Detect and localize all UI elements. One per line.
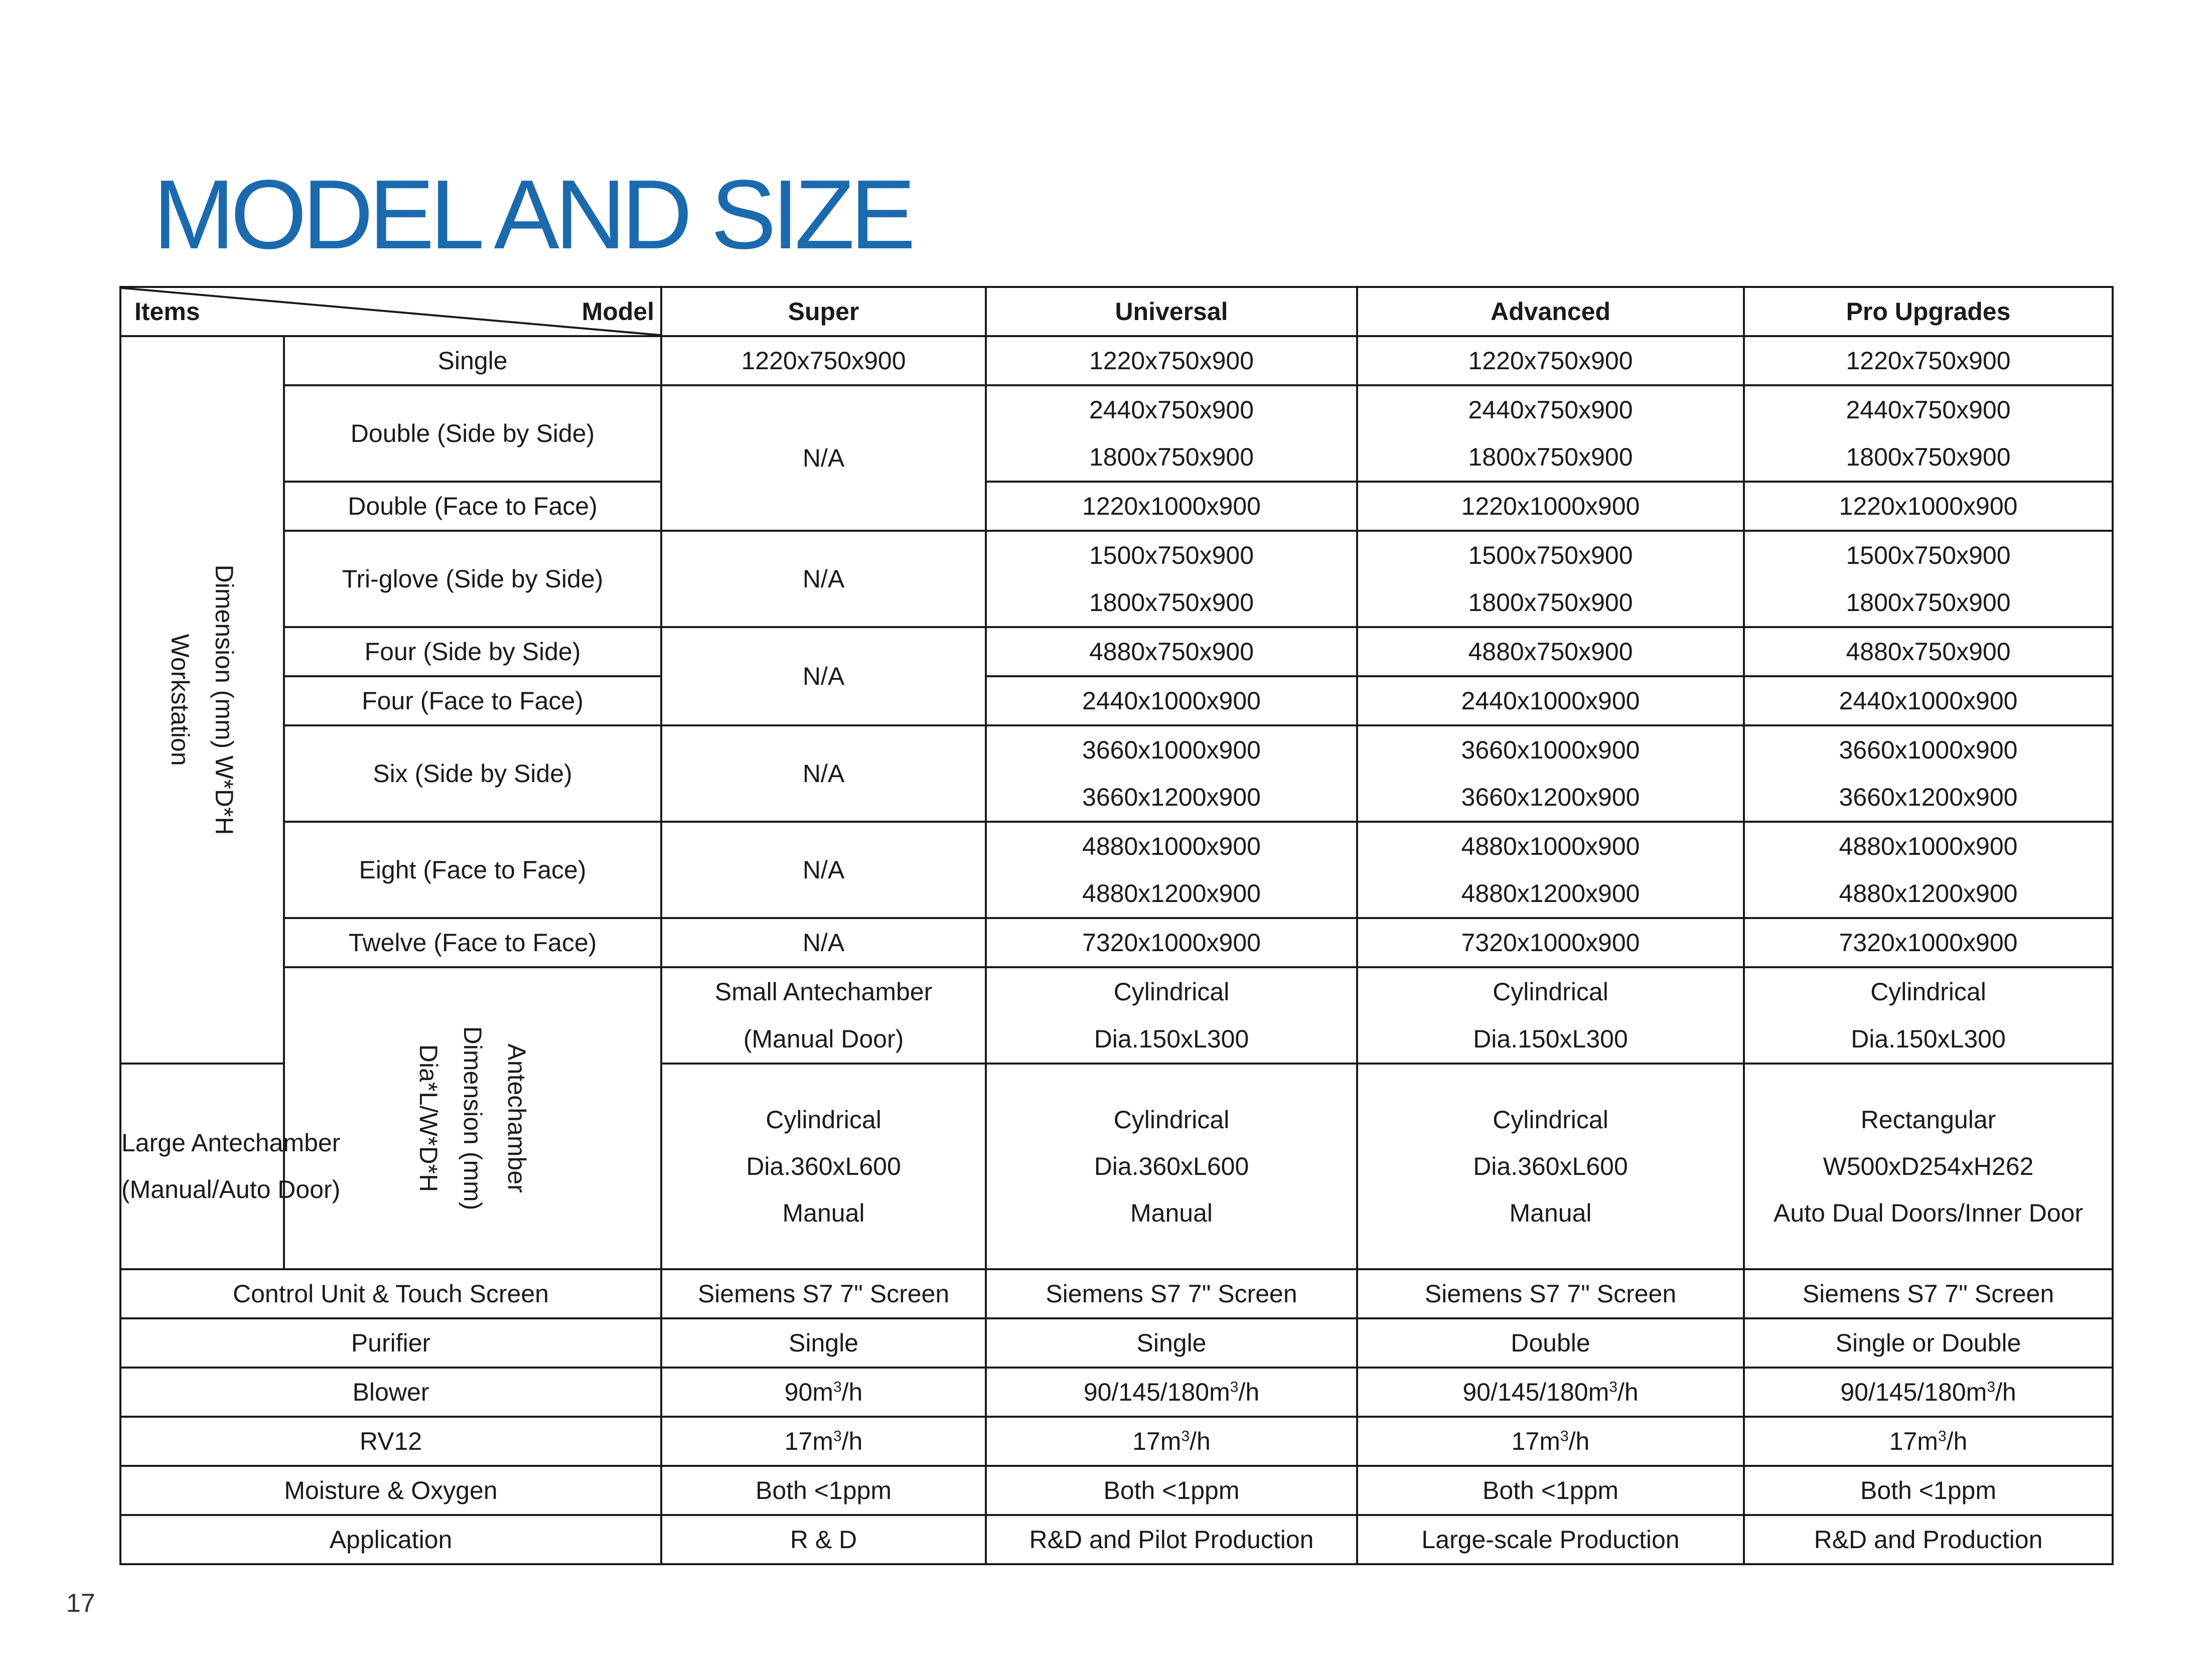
cell-line: Manual bbox=[782, 1198, 865, 1227]
cell-line: Cylindrical bbox=[1493, 978, 1608, 1006]
table-cell: 1500x750x900 bbox=[1357, 531, 1744, 579]
table-cell: Both <1ppm bbox=[1357, 1466, 1744, 1515]
table-cell: 1800x750x900 bbox=[1357, 433, 1744, 482]
table-cell bbox=[1744, 1417, 2113, 1466]
page-title: MODEL AND SIZE bbox=[153, 160, 912, 269]
table-cell: 3660x1200x900 bbox=[986, 774, 1357, 822]
unit-tail: /h bbox=[1995, 1378, 2016, 1406]
table-cell: 1500x750x900 bbox=[986, 531, 1357, 579]
diagonal-divider bbox=[121, 288, 660, 335]
table-cell: 7320x1000x900 bbox=[1744, 918, 2113, 967]
row-label: Twelve (Face to Face) bbox=[284, 918, 661, 967]
table-cell: 7320x1000x900 bbox=[986, 918, 1357, 967]
table-cell: 1500x750x900 bbox=[1744, 531, 2113, 579]
table-row bbox=[120, 531, 2113, 579]
table-cell: 1220x750x900 bbox=[1744, 336, 2113, 385]
table-cell bbox=[986, 1368, 1357, 1417]
cell-line: Cylindrical bbox=[766, 1105, 881, 1134]
table-cell: Both <1ppm bbox=[986, 1466, 1357, 1515]
table-cell bbox=[1357, 1064, 1744, 1269]
unit-tail: /h bbox=[1617, 1378, 1639, 1406]
row-label: Single bbox=[284, 336, 661, 385]
cell-line: Auto Dual Doors/Inner Door bbox=[1774, 1198, 2083, 1227]
model-label: Model bbox=[581, 297, 654, 326]
unit-superscript: 3 bbox=[833, 1428, 842, 1445]
table-cell: Both <1ppm bbox=[1744, 1466, 2113, 1515]
cell-line: Dia.360xL600 bbox=[746, 1152, 901, 1180]
table-cell: R&D and Production bbox=[1744, 1515, 2113, 1564]
table-cell: 2440x1000x900 bbox=[1357, 676, 1744, 725]
table-cell: 2440x750x900 bbox=[1357, 385, 1744, 433]
unit-tail: /h bbox=[1238, 1378, 1260, 1406]
table-row bbox=[120, 822, 2113, 870]
table-row bbox=[120, 1368, 2113, 1417]
table-cell: R&D and Pilot Production bbox=[986, 1515, 1357, 1564]
cell-line: Manual bbox=[1130, 1198, 1213, 1227]
cell-value: 17m bbox=[784, 1427, 833, 1455]
row-label: Purifier bbox=[120, 1318, 661, 1368]
table-cell: 1220x750x900 bbox=[986, 336, 1357, 385]
table-cell: 3660x1200x900 bbox=[1744, 774, 2113, 822]
row-label-line: (Manual/Auto Door) bbox=[121, 1175, 341, 1203]
table-row bbox=[120, 336, 2113, 385]
table-cell: N/A bbox=[661, 822, 986, 918]
unit-superscript: 3 bbox=[1938, 1428, 1947, 1445]
table-header-row bbox=[120, 287, 2113, 336]
table-cell: Single bbox=[986, 1318, 1357, 1368]
cell-line: Dia.360xL600 bbox=[1473, 1152, 1628, 1180]
table-row bbox=[120, 1318, 2113, 1368]
table-cell: 1800x750x900 bbox=[1357, 579, 1744, 627]
table-cell: Single bbox=[661, 1318, 986, 1368]
antechamber-group-line2: Dimension (mm) bbox=[459, 1026, 487, 1211]
table-cell: N/A bbox=[661, 725, 986, 822]
cell-line: Dia.150xL300 bbox=[1851, 1025, 2006, 1053]
unit-tail: /h bbox=[841, 1427, 863, 1455]
unit-superscript: 3 bbox=[1609, 1379, 1617, 1396]
row-label: Control Unit & Touch Screen bbox=[120, 1269, 661, 1318]
antechamber-group-label bbox=[284, 967, 661, 1269]
table-cell: R & D bbox=[661, 1515, 986, 1564]
row-label: RV12 bbox=[120, 1417, 661, 1466]
table-row bbox=[120, 1269, 2113, 1318]
row-label: Six (Side by Side) bbox=[284, 725, 661, 822]
table-cell: 3660x1000x900 bbox=[1744, 725, 2113, 774]
unit-superscript: 3 bbox=[1181, 1428, 1190, 1445]
row-label: Moisture & Oxygen bbox=[120, 1466, 661, 1515]
row-label: Double (Side by Side) bbox=[284, 385, 661, 482]
workstation-group-line1: Dimension (mm) W*D*H bbox=[210, 564, 238, 835]
table-cell: 7320x1000x900 bbox=[1357, 918, 1744, 967]
table-cell: 1800x750x900 bbox=[1744, 433, 2113, 482]
table-cell: 4880x1000x900 bbox=[1744, 822, 2113, 870]
table-cell: 1800x750x900 bbox=[986, 579, 1357, 627]
table-cell bbox=[1357, 1417, 1744, 1466]
table-cell: Siemens S7 7" Screen bbox=[986, 1269, 1357, 1318]
model-header-advanced: Advanced bbox=[1357, 287, 1744, 336]
row-label-line: Small Antechamber bbox=[714, 978, 933, 1006]
table-cell: 4880x750x900 bbox=[1357, 627, 1744, 676]
table-cell: 3660x1000x900 bbox=[986, 725, 1357, 774]
row-label-line: (Manual Door) bbox=[743, 1025, 904, 1053]
table-cell: 1220x1000x900 bbox=[1357, 482, 1744, 531]
unit-tail: /h bbox=[1568, 1427, 1590, 1455]
table-row bbox=[120, 725, 2113, 774]
unit-tail: /h bbox=[1946, 1427, 1968, 1455]
table-row bbox=[120, 676, 2113, 725]
table-cell bbox=[661, 1417, 986, 1466]
table-cell: 4880x1200x900 bbox=[1744, 870, 2113, 918]
model-header-super: Super bbox=[661, 287, 986, 336]
table-cell bbox=[1744, 1368, 2113, 1417]
cell-value: 17m bbox=[1889, 1427, 1938, 1455]
table-cell: 4880x1200x900 bbox=[1357, 870, 1744, 918]
unit-superscript: 3 bbox=[1230, 1379, 1239, 1396]
table-cell: 3660x1000x900 bbox=[1357, 725, 1744, 774]
row-label: Four (Side by Side) bbox=[284, 627, 661, 676]
table-row bbox=[120, 385, 2113, 433]
model-header-universal: Universal bbox=[986, 287, 1357, 336]
table-cell bbox=[986, 1417, 1357, 1466]
table-cell: Large-scale Production bbox=[1357, 1515, 1744, 1564]
table-cell: N/A bbox=[661, 385, 986, 531]
page-number: 17 bbox=[66, 1589, 95, 1618]
cell-value: 90m bbox=[784, 1378, 833, 1406]
model-header-pro: Pro Upgrades bbox=[1744, 287, 2113, 336]
table-row bbox=[120, 1466, 2113, 1515]
table-cell: N/A bbox=[661, 918, 986, 967]
cell-value: 17m bbox=[1132, 1427, 1182, 1455]
table-cell: Siemens S7 7" Screen bbox=[661, 1269, 986, 1318]
cell-line: Dia.360xL600 bbox=[1094, 1152, 1249, 1180]
table-cell: 2440x1000x900 bbox=[1744, 676, 2113, 725]
table-row bbox=[120, 1515, 2113, 1564]
row-label: Four (Face to Face) bbox=[284, 676, 661, 725]
table-cell: 1220x1000x900 bbox=[1744, 482, 2113, 531]
table-row bbox=[120, 482, 2113, 531]
cell-line: W500xD254xH262 bbox=[1823, 1152, 2034, 1180]
table-cell: N/A bbox=[661, 531, 986, 627]
row-label bbox=[661, 967, 986, 1064]
cell-value: 90/145/180m bbox=[1840, 1378, 1987, 1406]
table-row bbox=[120, 627, 2113, 676]
table-cell bbox=[1357, 967, 1744, 1064]
table-cell: 2440x750x900 bbox=[1744, 385, 2113, 433]
table-cell: N/A bbox=[661, 627, 986, 725]
cell-line: Cylindrical bbox=[1870, 978, 1986, 1006]
table-cell bbox=[1744, 1064, 2113, 1269]
workstation-group-label bbox=[120, 336, 284, 1064]
table-cell: 4880x750x900 bbox=[1744, 627, 2113, 676]
table-cell bbox=[661, 1368, 986, 1417]
table-cell: 4880x1200x900 bbox=[986, 870, 1357, 918]
row-label: Tri-glove (Side by Side) bbox=[284, 531, 661, 627]
table-cell: 2440x1000x900 bbox=[986, 676, 1357, 725]
cell-value: 17m bbox=[1511, 1427, 1560, 1455]
table-row bbox=[120, 1417, 2113, 1466]
table-cell: Double bbox=[1357, 1318, 1744, 1368]
table-cell: Siemens S7 7" Screen bbox=[1357, 1269, 1744, 1318]
row-label: Double (Face to Face) bbox=[284, 482, 661, 531]
items-model-header bbox=[120, 287, 661, 336]
unit-superscript: 3 bbox=[1560, 1428, 1569, 1445]
cell-value: 90/145/180m bbox=[1083, 1378, 1230, 1406]
table-cell: Siemens S7 7" Screen bbox=[1744, 1269, 2113, 1318]
unit-superscript: 3 bbox=[1987, 1379, 1995, 1396]
items-label: Items bbox=[134, 297, 200, 326]
cell-line: Cylindrical bbox=[1113, 1105, 1230, 1134]
row-label: Eight (Face to Face) bbox=[284, 822, 661, 918]
table-cell: 4880x1000x900 bbox=[986, 822, 1357, 870]
table-cell: 1800x750x900 bbox=[986, 433, 1357, 482]
unit-superscript: 3 bbox=[833, 1379, 842, 1396]
table-cell: 1220x1000x900 bbox=[986, 482, 1357, 531]
cell-line: Dia.150xL300 bbox=[1094, 1025, 1249, 1053]
table-cell bbox=[986, 967, 1357, 1064]
table-cell: 4880x750x900 bbox=[986, 627, 1357, 676]
table-cell bbox=[986, 1064, 1357, 1269]
table-cell: Single or Double bbox=[1744, 1318, 2113, 1368]
cell-value: 90/145/180m bbox=[1462, 1378, 1609, 1406]
antechamber-group-line3: Dia*L/W*D*H bbox=[414, 1044, 443, 1192]
unit-tail: /h bbox=[1190, 1427, 1211, 1455]
antechamber-group-line1: Antechamber bbox=[503, 1043, 531, 1193]
unit-tail: /h bbox=[841, 1378, 863, 1406]
table-cell bbox=[1744, 967, 2113, 1064]
cell-line: Dia.150xL300 bbox=[1473, 1025, 1628, 1053]
cell-line: Manual bbox=[1509, 1198, 1592, 1227]
table-row bbox=[120, 918, 2113, 967]
table-cell: 4880x1000x900 bbox=[1357, 822, 1744, 870]
table-cell: 3660x1200x900 bbox=[1357, 774, 1744, 822]
table-cell: 1220x750x900 bbox=[1357, 336, 1744, 385]
table-cell: 1220x750x900 bbox=[661, 336, 986, 385]
table-cell: 1800x750x900 bbox=[1744, 579, 2113, 627]
model-size-table bbox=[119, 286, 2114, 1565]
table-cell bbox=[1357, 1368, 1744, 1417]
cell-line: Cylindrical bbox=[1113, 978, 1230, 1006]
row-label bbox=[120, 1064, 341, 1269]
table-cell bbox=[661, 1064, 986, 1269]
table-cell: Both <1ppm bbox=[661, 1466, 986, 1515]
table-cell: 2440x750x900 bbox=[986, 385, 1357, 433]
row-label: Application bbox=[120, 1515, 661, 1564]
cell-line: Cylindrical bbox=[1493, 1105, 1608, 1134]
row-label-line: Large Antechamber bbox=[121, 1129, 341, 1157]
table-row bbox=[120, 967, 2113, 1064]
cell-line: Rectangular bbox=[1860, 1105, 1996, 1134]
workstation-group-line2: Workstation bbox=[166, 634, 194, 766]
row-label: Blower bbox=[120, 1368, 661, 1417]
